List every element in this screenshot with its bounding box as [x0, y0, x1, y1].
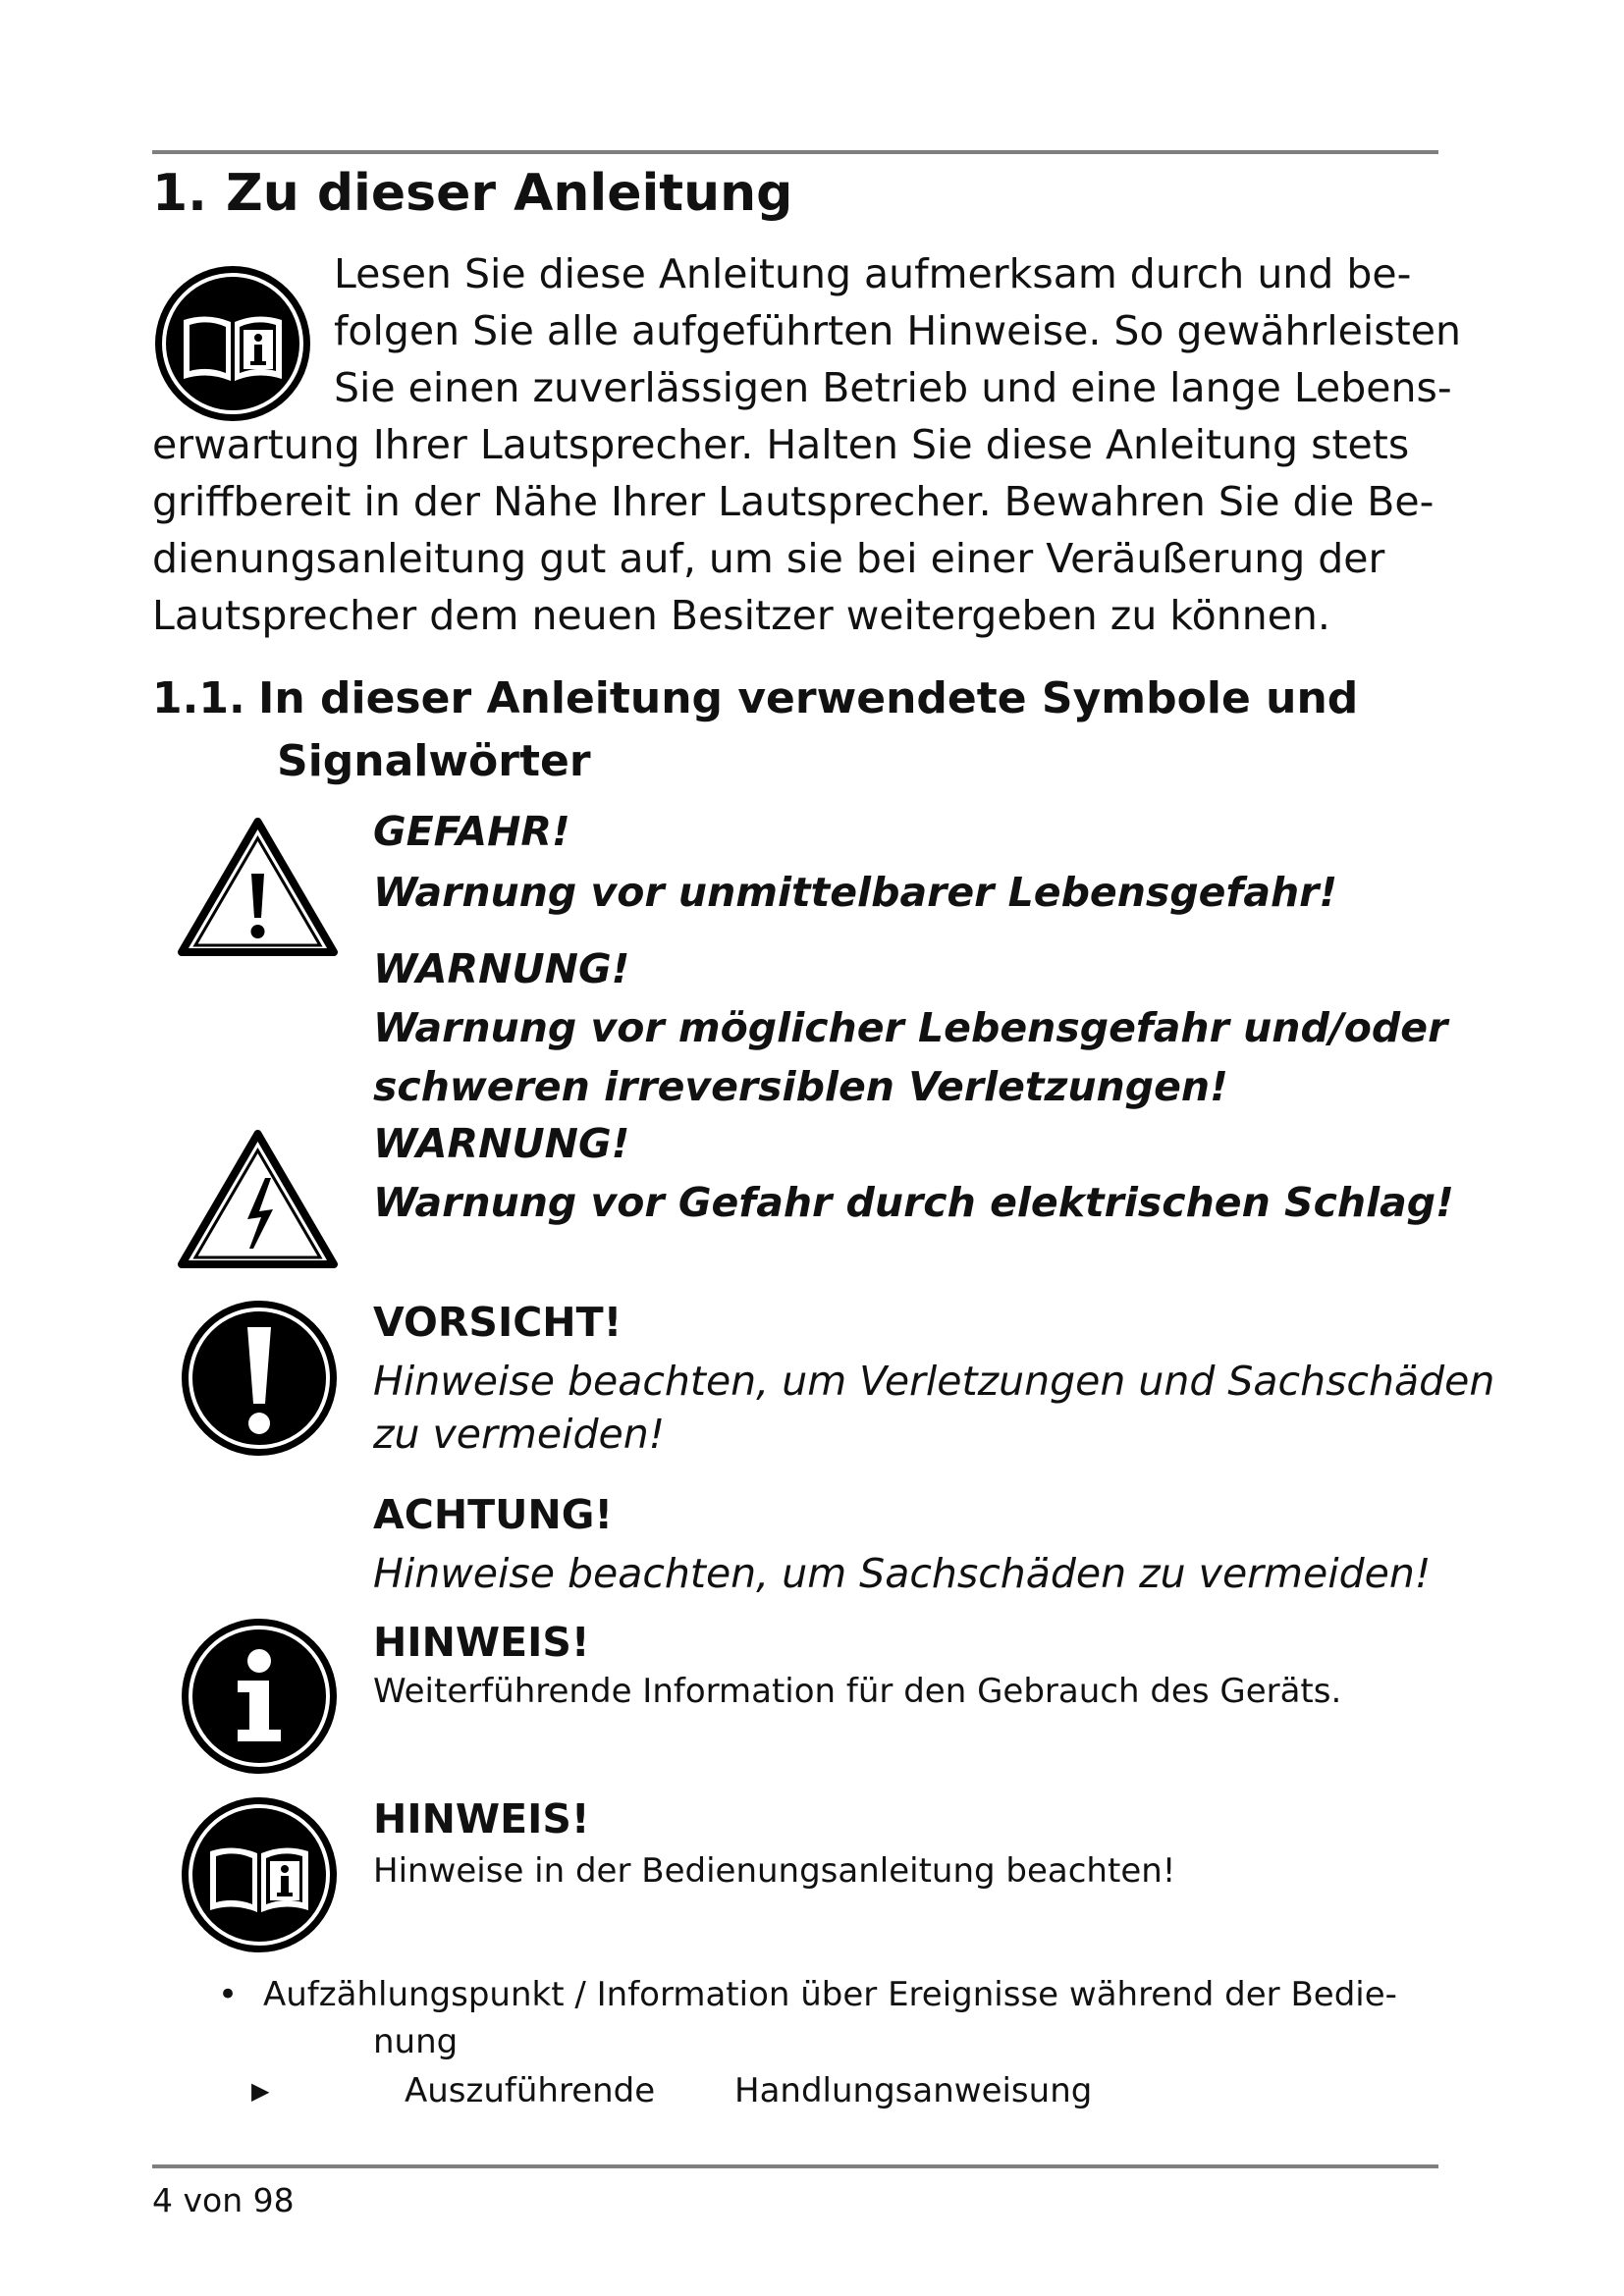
bullet-text-line-1: Aufzählungspunkt / Information über Ereignisse während der Bedie-: [263, 1975, 1397, 2014]
manual-info-icon: [179, 1794, 340, 1955]
intro-line-4: erwartung Ihrer Lautsprecher. Halten Sie diese Anleitung stets: [152, 421, 1410, 468]
manual-info-icon: [152, 263, 313, 424]
heading-1-1-title-line-2: Signalwörter: [277, 736, 591, 786]
intro-line-3: Sie einen zuverlässigen Betrieb und eine lange Lebens-: [334, 364, 1452, 411]
bullet-text-line-2: nung: [373, 2022, 459, 2061]
vorsicht-text-line-1: Hinweise beachten, um Verletzungen und Sachschäden: [373, 1358, 1495, 1405]
hinweis-title-2: HINWEIS!: [373, 1795, 590, 1842]
intro-line-6: dienungsanleitung gut auf, um sie bei einer Veräußerung der: [152, 535, 1385, 582]
gefahr-text: Warnung vor unmittelbarer Lebensgefahr!: [373, 869, 1338, 916]
action-arrow-icon: ▶: [251, 2077, 270, 2105]
caution-exclamation-icon: [179, 1298, 340, 1459]
intro-line-2: folgen Sie alle aufgeführten Hinweise. So gewährleisten: [334, 307, 1461, 354]
warnung-title-2: WARNUNG!: [373, 1120, 630, 1167]
warnung-text-1-line-2: schweren irreversiblen Verletzungen!: [373, 1063, 1228, 1110]
heading-1-1-title-line-1: In dieser Anleitung verwendete Symbole und: [258, 673, 1359, 723]
intro-line-1: Lesen Sie diese Anleitung aufmerksam durch und be-: [334, 250, 1412, 297]
bottom-rule: [152, 2164, 1438, 2168]
warnung-text-2: Warnung vor Gefahr durch elektrischen Schlag!: [373, 1179, 1454, 1226]
hinweis-text-2: Hinweise in der Bedienungsanleitung beachten!: [373, 1851, 1176, 1891]
warnung-title-1: WARNUNG!: [373, 945, 630, 992]
info-icon: [179, 1616, 340, 1777]
danger-triangle-icon: [177, 817, 339, 959]
top-rule: [152, 150, 1438, 154]
achtung-text: Hinweise beachten, um Sachschäden zu vermeiden!: [373, 1550, 1432, 1597]
gefahr-title: GEFAHR!: [373, 808, 570, 855]
vorsicht-text-line-2: zu vermeiden!: [373, 1411, 666, 1458]
hinweis-text-1: Weiterführende Information für den Gebrauch des Geräts.: [373, 1672, 1342, 1711]
heading-1-1-number: 1.1.: [152, 673, 245, 723]
page-number: 4 von 98: [152, 2181, 295, 2219]
electric-shock-triangle-icon: [177, 1129, 339, 1271]
hinweis-title-1: HINWEIS!: [373, 1619, 590, 1666]
heading-1-1: [152, 667, 1358, 793]
intro-line-7: Lautsprecher dem neuen Besitzer weitergeben zu können.: [152, 592, 1330, 639]
intro-line-5: griffbereit in der Nähe Ihrer Lautsprecher. Bewahren Sie die Be-: [152, 478, 1435, 525]
heading-1-number: 1.: [152, 164, 207, 223]
bullet-symbol: •: [218, 1975, 239, 2014]
action-word-2: Handlungsanweisung: [734, 2071, 1093, 2110]
heading-1-title: Zu dieser Anleitung: [226, 164, 793, 223]
vorsicht-title: VORSICHT!: [373, 1299, 623, 1346]
action-word-1: Auszuführende: [405, 2071, 656, 2110]
achtung-title: ACHTUNG!: [373, 1491, 614, 1538]
heading-1: [152, 162, 792, 225]
warnung-text-1-line-1: Warnung vor möglicher Lebensgefahr und/oder: [373, 1004, 1448, 1051]
